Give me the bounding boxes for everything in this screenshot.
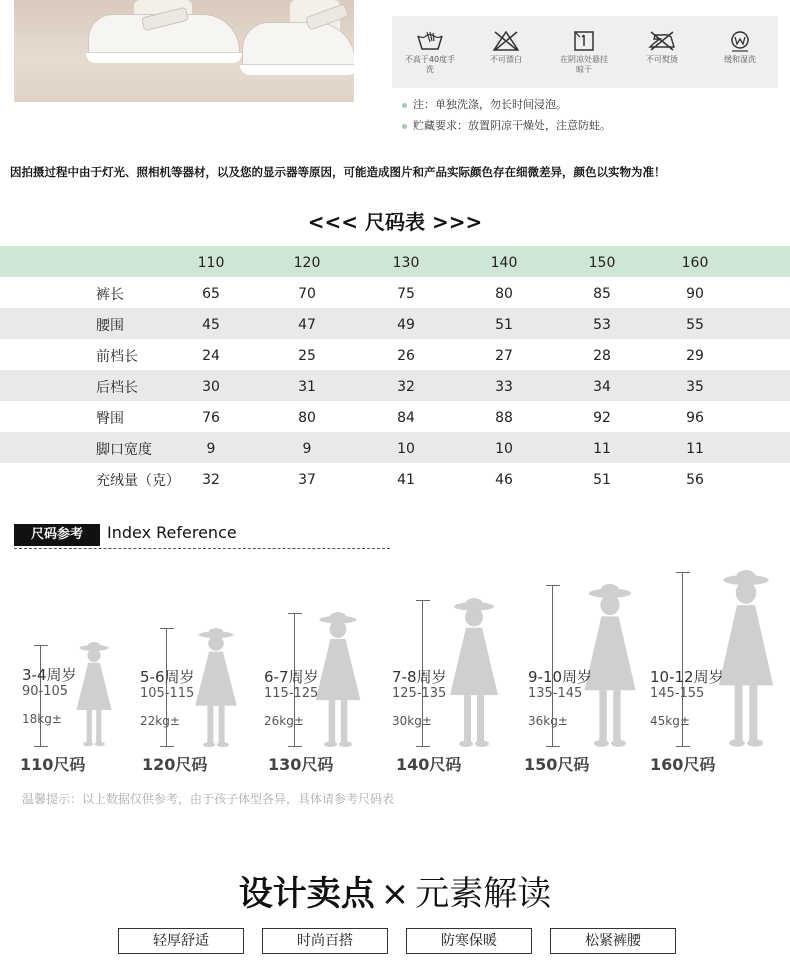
size-table-header-row — [0, 246, 790, 277]
care-label: 晾干 — [576, 65, 592, 74]
size-header-cell: 160 — [681, 255, 709, 271]
table-cell: 88 — [495, 410, 513, 426]
care-label: 不可漂白 — [490, 55, 522, 64]
table-cell: 32 — [397, 379, 415, 395]
table-cell: 35 — [686, 379, 704, 395]
table-cell: 41 — [397, 472, 415, 488]
row-label: 裤长 — [96, 287, 124, 303]
size-header-cell: 120 — [293, 255, 321, 271]
care-label: 洗 — [426, 65, 434, 74]
table-cell: 45 — [202, 317, 220, 333]
table-cell: 26 — [397, 348, 415, 364]
row-label: 充绒量（克） — [96, 473, 180, 489]
size-table — [0, 246, 790, 494]
height-range-label: 135-145 — [528, 686, 583, 701]
no-iron-icon — [647, 30, 677, 52]
child-silhouette-icon — [712, 570, 780, 748]
age-range-label: 3-4周岁 — [22, 666, 77, 684]
child-silhouette-icon — [190, 628, 242, 748]
size-code-label: 160尺码 — [650, 755, 716, 774]
care-item — [626, 16, 698, 65]
table-cell: 70 — [298, 286, 316, 302]
feature-tag: 时尚百搭 — [262, 928, 388, 954]
table-cell: 96 — [686, 410, 704, 426]
table-cell: 11 — [686, 441, 704, 457]
table-cell: 34 — [593, 379, 611, 395]
table-row — [0, 308, 790, 339]
hand-wash-40-icon — [416, 30, 444, 52]
care-item — [704, 16, 776, 65]
height-range-label: 125-135 — [392, 686, 447, 701]
size-code-label: 120尺码 — [142, 755, 208, 774]
table-cell: 32 — [202, 472, 220, 488]
size-table-title: <<< 尺码表 >>> — [307, 210, 483, 234]
child-silhouette-icon — [72, 642, 116, 747]
height-range-label: 105-115 — [140, 686, 195, 701]
weight-label: 22kg± — [140, 714, 180, 728]
table-cell: 51 — [593, 472, 611, 488]
height-range-label: 145-155 — [650, 686, 705, 701]
color-disclaimer: 因拍摄过程中由于灯光、照相机等器材，以及您的显示器等原因，可能造成图片和产品实际颜色存在细微差异，颜色以实物为准！ — [10, 165, 666, 179]
weight-label: 18kg± — [22, 712, 62, 726]
table-cell: 80 — [495, 286, 513, 302]
table-cell: 76 — [202, 410, 220, 426]
weight-label: 36kg± — [528, 714, 568, 728]
size-reference-tag: 尺码参考 — [14, 524, 100, 546]
table-row — [0, 463, 790, 494]
age-range-label: 7-8周岁 — [392, 668, 447, 686]
table-cell: 28 — [593, 348, 611, 364]
table-cell: 25 — [298, 348, 316, 364]
row-label: 腰围 — [96, 318, 124, 334]
feature-tag: 防寒保暖 — [406, 928, 532, 954]
table-cell: 46 — [495, 472, 513, 488]
table-cell: 29 — [686, 348, 704, 364]
care-note-text: 贮藏要求：放置阴凉干燥处，注意防蛀。 — [413, 119, 611, 132]
table-cell: 31 — [298, 379, 316, 395]
table-cell: 80 — [298, 410, 316, 426]
table-cell: 90 — [686, 286, 704, 302]
care-instructions-panel — [392, 16, 778, 88]
table-row — [0, 401, 790, 432]
table-cell: 33 — [495, 379, 513, 395]
table-cell: 11 — [593, 441, 611, 457]
row-label: 臀围 — [96, 411, 124, 427]
table-cell: 10 — [495, 441, 513, 457]
weight-label: 45kg± — [650, 714, 690, 728]
table-cell: 37 — [298, 472, 316, 488]
table-cell: 55 — [686, 317, 704, 333]
care-item — [470, 16, 542, 65]
gentle-wet-clean-icon — [726, 30, 754, 52]
care-label: 在阴凉处悬挂 — [560, 55, 608, 64]
care-note-wash — [402, 96, 567, 112]
no-bleach-icon — [492, 30, 520, 52]
weight-label: 26kg± — [264, 714, 304, 728]
age-range-label: 9-10周岁 — [528, 668, 593, 686]
table-cell: 56 — [686, 472, 704, 488]
table-cell: 10 — [397, 441, 415, 457]
table-cell: 85 — [593, 286, 611, 302]
selling-points-title — [0, 866, 790, 915]
hang-dry-shade-icon — [570, 30, 598, 52]
care-label: 不高于40度手 — [404, 55, 456, 64]
bullet-dot — [402, 103, 407, 108]
sneaker-sole — [86, 52, 242, 63]
age-range-label: 5-6周岁 — [140, 668, 195, 686]
size-code-label: 140尺码 — [396, 755, 462, 774]
care-item — [548, 16, 620, 75]
table-cell: 27 — [495, 348, 513, 364]
height-range-label: 115-125 — [264, 686, 319, 701]
feature-tag: 轻厚舒适 — [118, 928, 244, 954]
care-note-storage — [402, 117, 611, 133]
size-code-label: 130尺码 — [268, 755, 334, 774]
index-reference-title: Index Reference — [107, 523, 237, 542]
size-header-cell: 130 — [392, 255, 420, 271]
height-range-label: 90-105 — [22, 684, 69, 699]
care-note-text: 注：单独洗涤，勿长时间浸泡。 — [413, 98, 567, 111]
age-range-label: 10-12周岁 — [650, 668, 724, 686]
table-cell: 92 — [593, 410, 611, 426]
dashed-divider — [14, 548, 390, 549]
table-cell: 75 — [397, 286, 415, 302]
child-silhouette-icon — [444, 598, 504, 748]
row-label: 后档长 — [96, 380, 138, 396]
table-cell: 49 — [397, 317, 415, 333]
care-label: 不可熨烫 — [646, 55, 678, 64]
sneaker-sole — [240, 64, 354, 75]
table-cell: 30 — [202, 379, 220, 395]
weight-label: 30kg± — [392, 714, 432, 728]
table-cell: 53 — [593, 317, 611, 333]
table-row — [0, 432, 790, 463]
age-range-label: 6-7周岁 — [264, 668, 319, 686]
product-photo-shoes — [14, 0, 354, 102]
table-row — [0, 370, 790, 401]
table-row — [0, 339, 790, 370]
table-cell: 9 — [302, 441, 312, 457]
title-separator: × — [380, 874, 410, 914]
row-label: 前档长 — [96, 349, 138, 365]
row-label: 脚口宽度 — [96, 442, 152, 458]
table-cell: 47 — [298, 317, 316, 333]
title-light-part: 元素解读 — [415, 874, 552, 914]
table-cell: 9 — [206, 441, 216, 457]
size-code-label: 110尺码 — [20, 755, 86, 774]
title-bold-part: 设计卖点 — [238, 874, 375, 914]
table-row — [0, 277, 790, 308]
care-label: 缓和湿洗 — [724, 55, 756, 64]
size-code-label: 150尺码 — [524, 755, 590, 774]
feature-tag: 松紧裤腰 — [550, 928, 676, 954]
size-header-cell: 150 — [588, 255, 616, 271]
table-cell: 65 — [202, 286, 220, 302]
size-header-cell: 140 — [490, 255, 518, 271]
table-cell: 24 — [202, 348, 220, 364]
care-item — [394, 16, 466, 75]
table-cell: 84 — [397, 410, 415, 426]
size-header-cell: 110 — [197, 255, 225, 271]
reference-tip: 温馨提示：以上数据仅供参考，由于孩子体型各异，具体请参考尺码表 — [22, 792, 395, 806]
table-cell: 51 — [495, 317, 513, 333]
bullet-dot — [402, 124, 407, 129]
